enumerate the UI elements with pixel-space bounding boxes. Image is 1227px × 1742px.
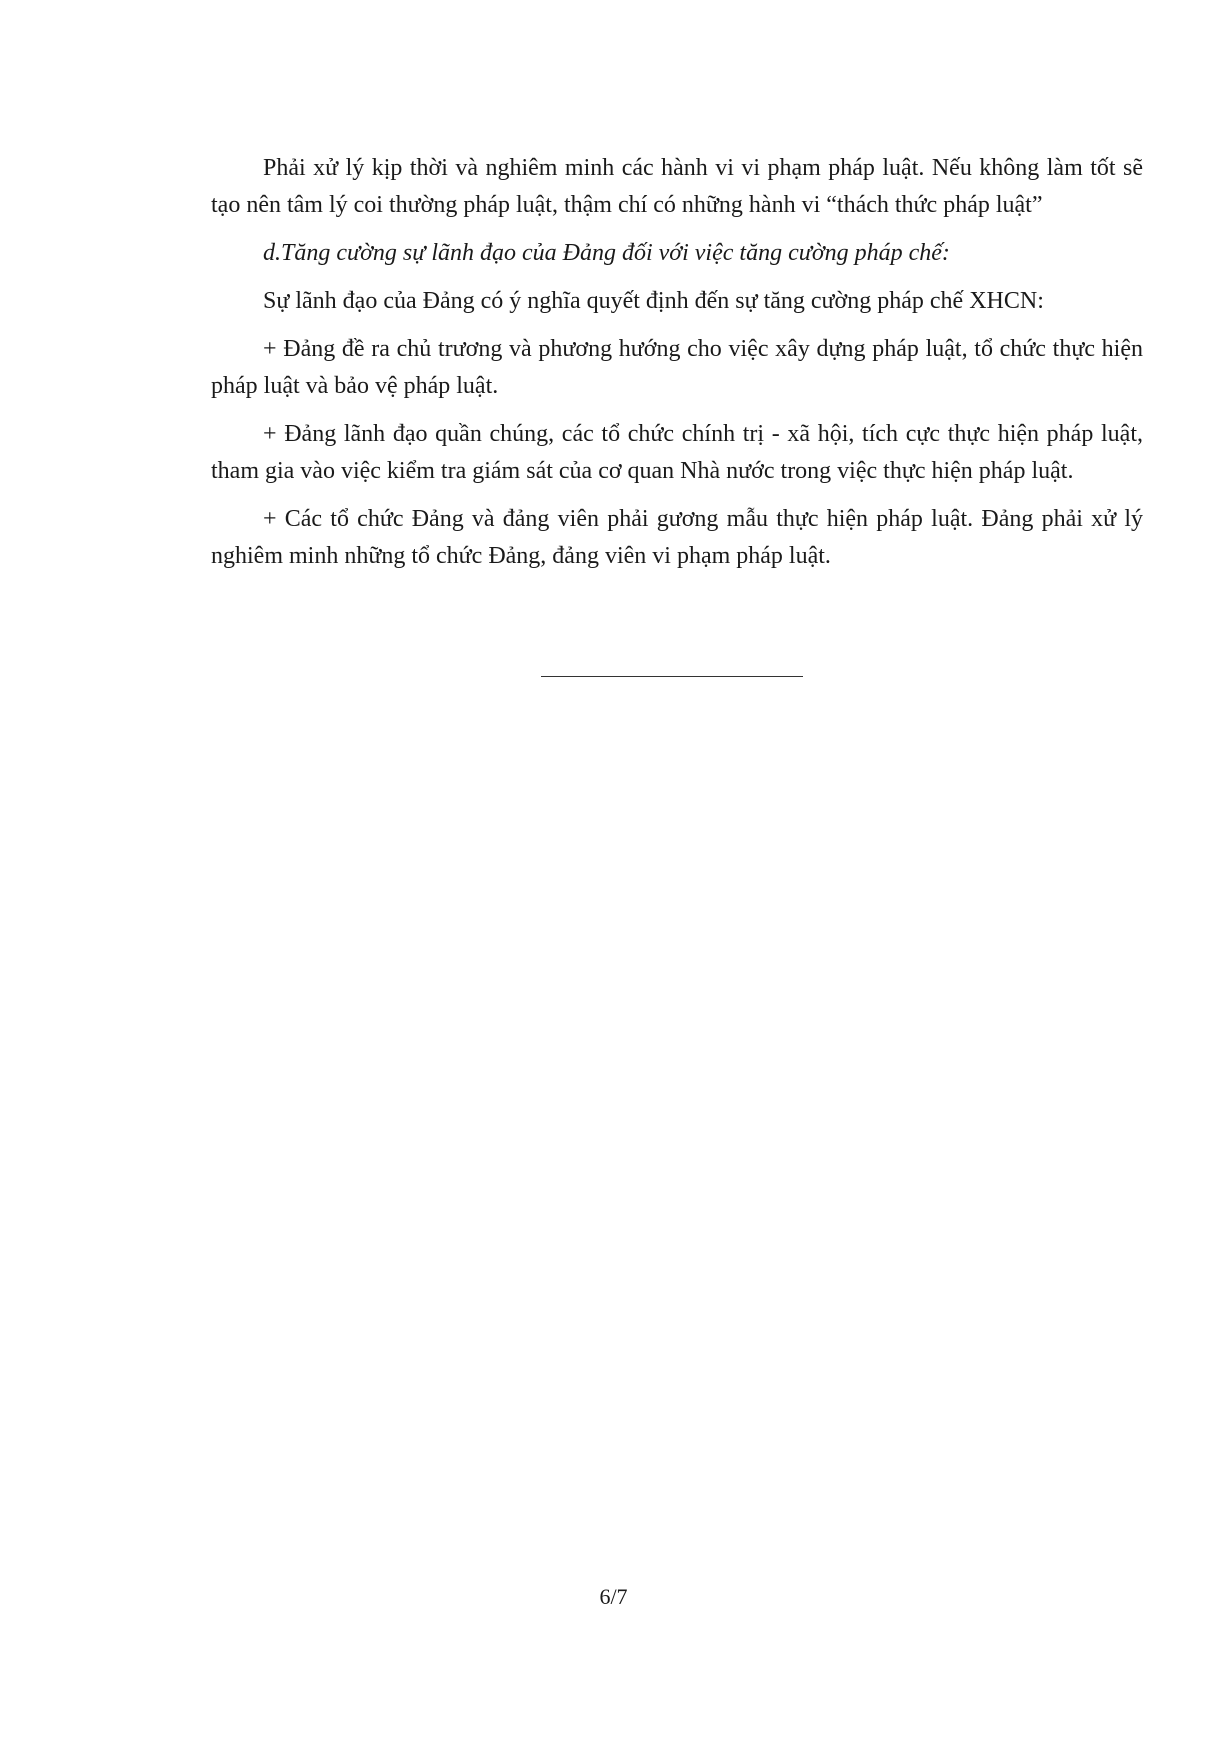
bullet-item-masses: + Đảng lãnh đạo quần chúng, các tổ chức chính trị - xã hội, tích cực thực hiện pháp luật, tham gia vào việc kiểm tra giám sát của cơ quan Nhà nước trong việc thực hiện pháp luật.	[211, 421, 1143, 484]
body-text	[211, 150, 1143, 586]
section-divider	[541, 676, 803, 677]
bullet-item-policy: + Đảng đề ra chủ trương và phương hướng cho việc xây dựng pháp luật, tổ chức thực hiện pháp luật và bảo vệ pháp luật.	[211, 336, 1143, 399]
bullet-item-members: + Các tổ chức Đảng và đảng viên phải gương mẫu thực hiện pháp luật. Đảng phải xử lý nghiêm minh những tổ chức Đảng, đảng viên vi phạm pháp luật.	[211, 506, 1143, 569]
page-number: 6/7	[599, 1584, 628, 1609]
paragraph-party-leadership: Sự lãnh đạo của Đảng có ý nghĩa quyết định đến sự tăng cường pháp chế XHCN:	[263, 288, 1044, 314]
section-heading-d: d.Tăng cường sự lãnh đạo của Đảng đối với việc tăng cường pháp chế:	[263, 240, 950, 266]
paragraph-violations: Phải xử lý kịp thời và nghiêm minh các hành vi vi phạm pháp luật. Nếu không làm tốt sẽ tạo nên tâm lý coi thường pháp luật, thậm chí có những hành vi “thách thức pháp luật”	[211, 155, 1143, 218]
